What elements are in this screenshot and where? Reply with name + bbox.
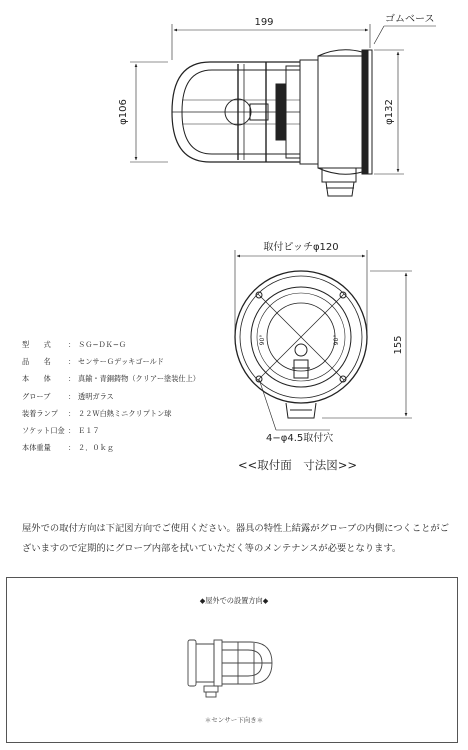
spec-separator: ： — [68, 391, 76, 401]
angle-label-left: 90° — [259, 334, 266, 346]
spec-row — [22, 370, 200, 387]
mounting-hole-label: 4−φ4.5取付穴 — [266, 433, 334, 444]
spec-separator: ： — [68, 408, 76, 418]
spec-row — [22, 405, 200, 422]
installation-note: 屋外での取付方向は下記図方向でご使用ください。器具の特性上結露がグローブの内側につくことがございますので定期的にグローブ内部を拭いていただく等のメンテナンスが必要となります。 — [22, 523, 450, 554]
spec-row — [22, 388, 200, 405]
spec-table — [22, 336, 200, 456]
spec-row — [22, 353, 200, 370]
spec-separator: ： — [68, 443, 76, 453]
spec-key: グローブ — [22, 391, 51, 401]
drawing-caption: <<取付面 寸法図>> — [238, 458, 358, 472]
width-dimension: 199 — [254, 17, 274, 28]
spec-separator: ： — [68, 426, 76, 436]
angle-label-right: 90° — [333, 334, 340, 346]
spec-separator: ： — [68, 357, 76, 367]
front-view-drawing — [235, 271, 367, 418]
spec-value: ２．０ｋｇ — [78, 443, 114, 453]
spec-row — [22, 422, 200, 439]
spec-value: センサーＧデッキゴールド — [78, 357, 164, 367]
spec-value: 真鍮・青銅鋳物（クリアー塗装仕上） — [78, 374, 200, 384]
front-height-dimension: 155 — [393, 335, 404, 355]
spec-key: 本体重量 — [22, 443, 51, 453]
spec-value: 透明ガラス — [78, 391, 114, 401]
spec-value: ２２Ｗ白熱ミニクリプトン球 — [78, 408, 172, 418]
spec-key: 型 式 — [22, 340, 51, 349]
spec-row — [22, 336, 200, 353]
spec-separator: ： — [68, 340, 76, 349]
sensor-direction-caption: ＊センサー下向き＊ — [204, 716, 264, 724]
spec-separator: ： — [68, 374, 76, 384]
spec-key: ソケット口金 — [22, 426, 65, 436]
install-orientation-title: ◆屋外での設置方向◆ — [199, 596, 269, 605]
spec-key: 品 名 — [22, 357, 51, 367]
spec-key: 本 体 — [22, 374, 51, 384]
mounting-pitch-dimension: 取付ピッチφ120 — [263, 242, 339, 253]
side-view-drawing — [172, 50, 372, 196]
spec-row — [22, 439, 200, 456]
spec-value: ＳＧ−ＤＫ−Ｇ — [78, 340, 126, 349]
rubber-base-label: ゴムベース — [385, 14, 435, 25]
base-dimension: φ132 — [384, 99, 395, 125]
spec-key: 装着ランプ — [22, 408, 58, 418]
height-dimension: φ106 — [118, 99, 129, 125]
spec-value: Ｅ１７ — [78, 426, 100, 436]
